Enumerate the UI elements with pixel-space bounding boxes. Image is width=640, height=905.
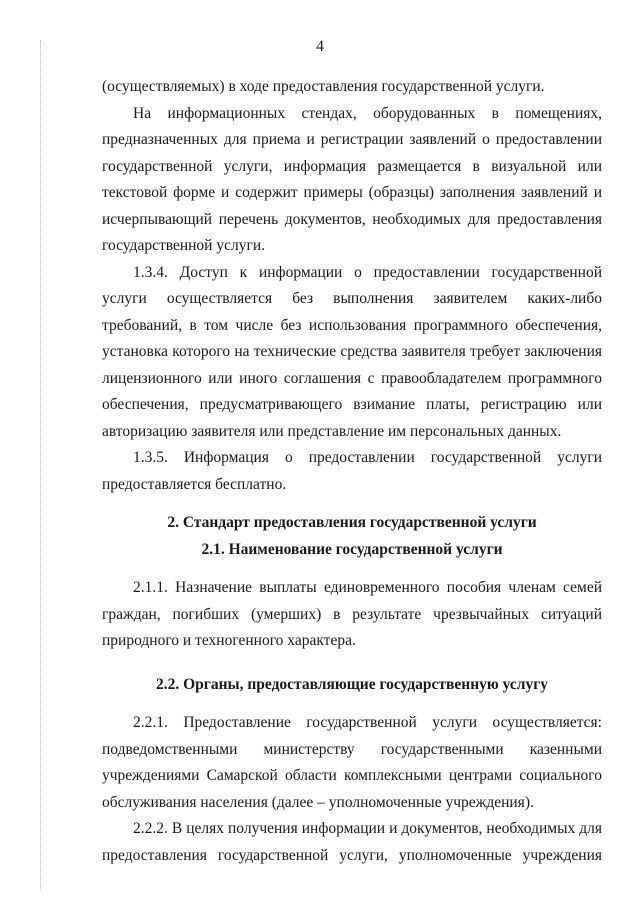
- spacer: [102, 655, 602, 672]
- paragraph-continuation: (осуществляемых) в ходе предоставления государственной услуги.: [102, 78, 545, 95]
- paragraph-2-1-1: 2.1.1. Назначение выплаты единовременного пособия членам семей граждан, погибших (умерших) в результате чрезвычайных ситуаций природного и техногенного характера.: [102, 579, 602, 649]
- paragraph-2-2-2: 2.2.2. В целях получения информации и документов, необходимых для предоставления государственной услуги, уполномоченные учреждения: [102, 820, 602, 864]
- page-number: 4: [316, 38, 324, 55]
- paragraph-info-stands: На информационных стендах, оборудованных в помещениях, предназначенных для приема и регистрации заявлений о предоставлении государственной услуги, информация размещается в визуальной или текстовой форме и содержит примеры (образцы) заполнения заявлений и исчерпывающий перечень документов, необходимых для предоставления государственной услуги.: [102, 104, 602, 254]
- paragraph-1-3-5: 1.3.5. Информация о предоставлении государственной услуги предоставляется бесплатно.: [102, 449, 602, 493]
- paragraph-2-2-1: 2.2.1. Предоставление государственной услуги осуществляется: подведомственными министерству государственными казенными учреждениями Самарской области комплексными центрами социального обслуживания населения (далее – уполномоченные учреждения).: [102, 714, 602, 811]
- subsection-heading-2-1: 2.1. Наименование государственной услуги: [201, 540, 503, 558]
- spacer: [102, 563, 602, 575]
- section-heading-2: 2. Стандарт предоставления государственной услуги: [167, 514, 537, 531]
- spacer: [102, 698, 602, 710]
- binding-margin-line: [40, 40, 41, 890]
- document-body: [102, 74, 602, 869]
- paragraph-1-3-4: 1.3.4. Доступ к информации о предоставлении государственной услуги осуществляется без выполнения заявителем каких-либо требований, в том числе без использования программного обеспечения, установка которого на технические средства заявителя требует заключения лицензионного или иного соглашения с правообладателем программного обеспечения, предусматривающего взимание платы, регистрацию или авторизацию заявителя или представление им персональных данных.: [102, 263, 602, 440]
- spacer: [102, 498, 602, 510]
- subsection-heading-2-2: 2.2. Органы, предоставляющие государственную услугу: [155, 675, 548, 693]
